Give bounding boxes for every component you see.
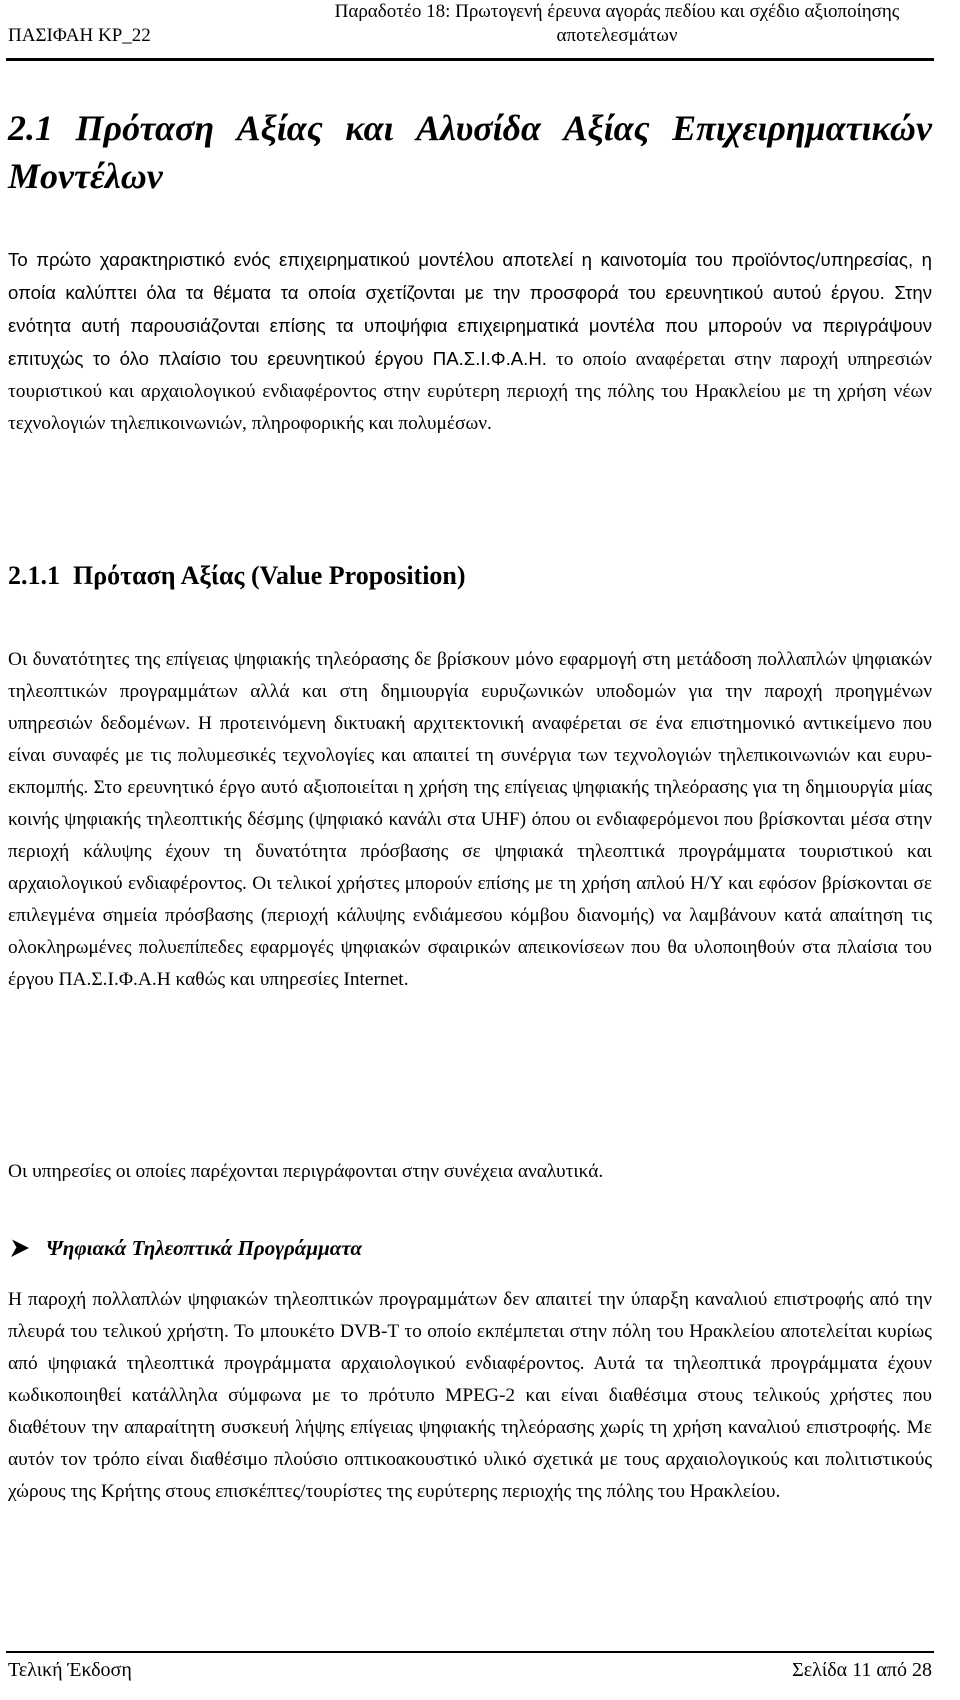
bullet-heading (8, 1232, 362, 1264)
section-heading-word: Αξίας (236, 108, 323, 148)
section-heading (8, 104, 932, 200)
value-proposition-paragraph: Οι δυνατότητες της επίγειας ψηφιακής τηλεόρασης δε βρίσκουν μόνο εφαρμογή στη μετάδοση πολλαπλών ψηφιακών τηλεοπτικών προγραμμάτων αλλά και στη δημιουργία ευρυζωνικών υποδομών για την παροχή προηγμένων υπηρεσιών δεδομένων. Η προτεινόμενη δικτυακή αρχιτεκτονική αναφέρεται σε ένα επιστημονικό αντικείμενο που είναι συναφές με τις πολυμεσικές τεχνολογίες και απαιτεί τη συνέργια των τεχνολογιών τηλεπικοινωνιών και ευρυ-εκπομπής. Στο ερευνητικό έργο αυτό αξιοποιείται η χρήση της επίγειας ψηφιακής τηλεόρασης για τη δημιουργία μίας κοινής ψηφιακής τηλεοπτικής δέσμης (ψηφιακό κανάλι στα UHF) όπου οι ενδιαφερόμενοι που βρίσκονται μέσα στην περιοχή κάλυψης έχουν τη δυνατότητα πρόσβασης σε ψηφιακά τηλεοπτικά προγράμματα τουριστικού και αρχαιολογικού ενδιαφέροντος. Οι τελικοί χρήστες μπορούν επίσης με τη χρήση απλού Η/Υ και εφόσον βρίσκονται σε επιλεγμένα σημεία πρόσβασης (περιοχή κάλυψης ενδιάμεσου κόμβου διανομής) να λαμβάνουν κατά απαίτηση τις ολοκληρωμένες πολυεπίπεδες εφαρμογές ψηφιακών σφαιρικών απεικονίσεων που θα υλοποιηθούν στα πλαίσια του έργου ΠΑ.Σ.Ι.Φ.Α.Η καθώς και υπηρεσίες Internet. (8, 649, 932, 990)
section-heading-word: Επιχειρηματικών (672, 108, 932, 148)
section-heading-word: Αξίας (563, 108, 650, 148)
section-heading-line2: Μοντέλων (8, 156, 163, 196)
footer-version: Τελική Έκδοση (8, 1659, 132, 1681)
header-divider (6, 58, 934, 61)
bullet-heading-text: Ψηφιακά Τηλεοπτικά Προγράμματα (46, 1236, 363, 1260)
subsection-heading: 2.1.1 Πρόταση Αξίας (Value Proposition) (8, 561, 466, 590)
header-deliverable-line1: Παραδοτέο 18: Πρωτογενή έρευνα αγοράς πεδίου και σχέδιο αξιοποίησης (334, 1, 900, 22)
section-heading-word: και (345, 108, 394, 148)
section-heading-word: Αλυσίδα (416, 108, 541, 148)
digital-tv-paragraph: Η παροχή πολλαπλών ψηφιακών τηλεοπτικών προγραμμάτων δεν απαιτεί την ύπαρξη καναλιού επιστροφής από την πλευρά του τελικού χρήστη. Το μπουκέτο DVB-T το οποίο εκπέμπεται στην πόλη του Ηρακλείου αποτελείται κυρίως από ψηφιακά τηλεοπτικά προγράμματα αρχαιολογικού ενδιαφέροντος. Αυτά τα τηλεοπτικά προγράμματα έχουν κωδικοποιηθεί κατάλληλα σύμφωνα με το πρότυπο MPEG-2 και είναι διαθέσιμα στους τελικούς χρήστες που διαθέτουν την απαραίτητη συσκευή λήψης επίγειας ψηφιακής τηλεόρασης χωρίς τη χρήση καναλιού επιστροφής. Με αυτόν τον τρόπο είναι διαθέσιμο πλούσιο οπτικοακουστικό υλικό σχετικά με τους αρχαιολογικούς και πολιτιστικούς χώρους της Κρήτης στους επισκέπτες/τουρίστες της ευρύτερης περιοχής της πόλης του Ηρακλείου. (8, 1289, 932, 1502)
intro-sans-text: Το πρώτο χαρακτηριστικό ενός επιχειρηματικού μοντέλου αποτελεί η καινοτομία του προϊόντος/υπηρεσίας, η οποία καλύπτει όλα τα θέματα τα οποία σχετίζονται με την προσφορά του ερευνητικού αυτού έργου. Στην ενότητα αυτή παρουσιάζονται επίσης τα υποψήφια επιχειρηματικά μοντέλα που μπορούν να περιγράψουν επιτυχώς το όλο πλαίσιο του ερευνητικού έργου ΠΑ.Σ.Ι.Φ.Α.Η. (8, 249, 932, 369)
intro-serif-text: το οποίο αναφέρεται στην παροχή υπηρεσιών τουριστικού και αρχαιολογικού ενδιαφέροντος στην ευρύτερη περιοχή της πόλης του Ηρακλείου με τη χρήση νέων τεχνολογιών τηλεπικοινωνιών, πληροφορικής και πολυμέσων. (8, 349, 932, 434)
services-intro-paragraph: Οι υπηρεσίες οι οποίες παρέχονται περιγράφονται στην συνέχεια αναλυτικά. (8, 1161, 604, 1182)
footer-divider (6, 1651, 934, 1653)
header-deliverable-line2: αποτελεσμάτων (556, 25, 678, 46)
arrow-bullet-icon (8, 1237, 32, 1259)
header-project-code: ΠΑΣΙΦΑΗ ΚΡ_22 (8, 25, 151, 46)
section-intro-paragraph (8, 244, 932, 440)
section-heading-word: 2.1 (8, 108, 53, 148)
header-deliverable-title (300, 0, 934, 48)
footer-page-number: Σελίδα 11 από 28 (792, 1659, 932, 1681)
section-heading-line1 (8, 104, 932, 152)
section-heading-word: Πρόταση (75, 108, 215, 148)
